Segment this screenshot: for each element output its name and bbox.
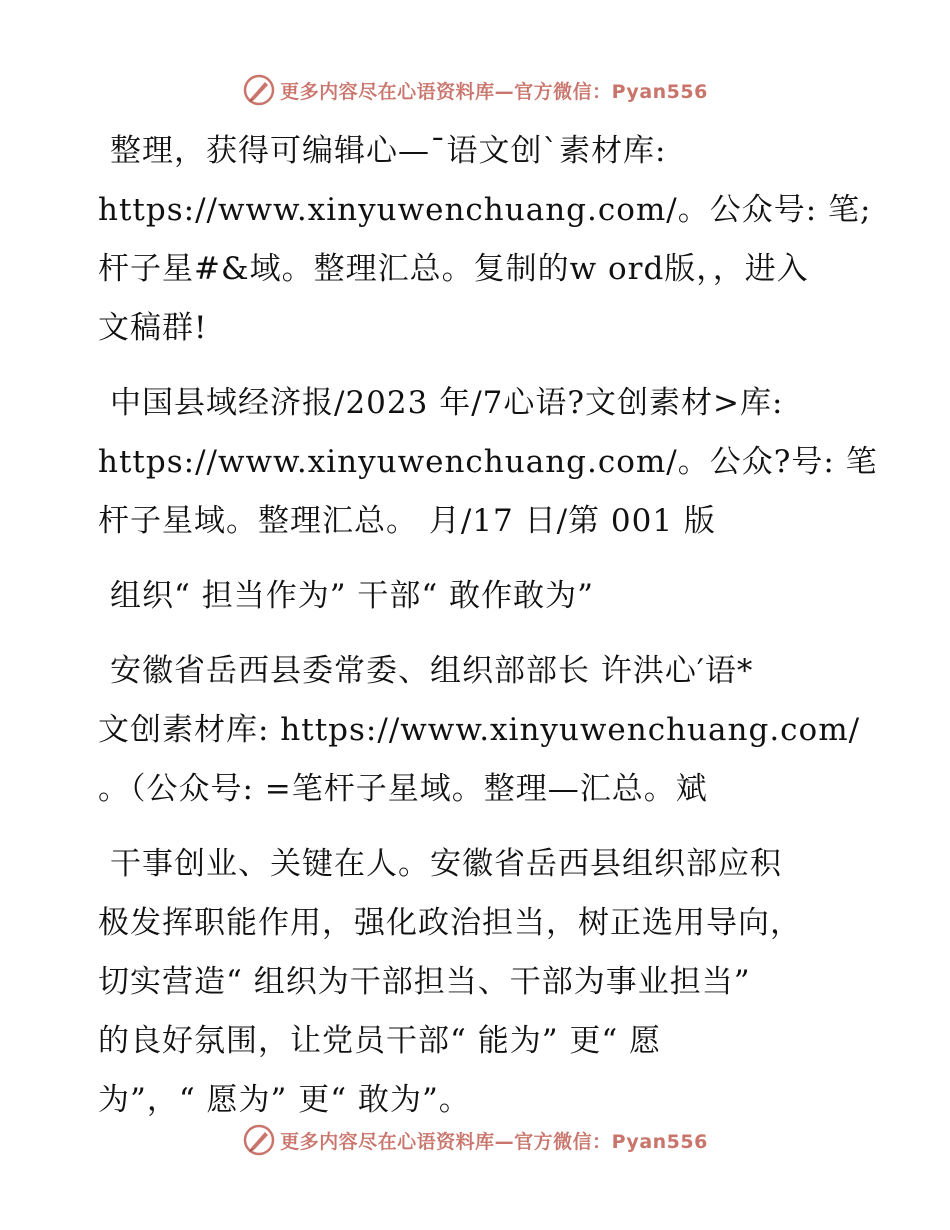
text-line: 杆子星#&域。整理汇总。复制的w ord版，，进入 xyxy=(98,251,809,287)
text-line: https://www.xinyuwenchuang.com/。公众?号: 笔 xyxy=(98,444,878,480)
text-line: 的良好氛围，让党员干部“ 能为” 更“ 愿 xyxy=(98,1023,662,1059)
watermark-text: 更多内容尽在心语资料库—官方微信：Pyan556 xyxy=(280,80,708,103)
text-line: 整理，获得可编辑心—¯语文创`素材库: xyxy=(110,133,667,169)
paragraph-body xyxy=(98,835,858,1130)
text-line: https://www.xinyuwenchuang.com/。公众号: 笔; xyxy=(98,192,872,228)
watermark-banner-bottom xyxy=(0,1120,950,1160)
text-line: 组织“ 担当作为” 干部“ 敢作敢为” xyxy=(110,578,594,614)
document-body xyxy=(98,122,878,1146)
text-line: 干事创业、关键在人。安徽省岳西县组织部应积 xyxy=(110,846,782,882)
quill-pen-icon xyxy=(242,1123,276,1157)
text-line: 切实营造“ 组织为干部担当、干部为事业担当” xyxy=(98,964,751,1000)
watermark-text: 更多内容尽在心语资料库—官方微信：Pyan556 xyxy=(280,1130,708,1153)
text-line: 。（公众号: =笔杆子星域。整理—汇总。斌 xyxy=(98,771,708,807)
text-line: 为”，“ 愿为” 更“ 敢为”。 xyxy=(98,1082,471,1118)
paragraph-intro xyxy=(98,122,872,358)
text-line: 极发挥职能作用，强化政治担当，树正选用导向， xyxy=(98,905,802,941)
paragraph-source xyxy=(98,374,878,551)
text-line: 中国县域经济报/2023 年/7心语?文创素材>库: xyxy=(110,385,784,421)
text-line: 杆子星域。整理汇总。 月/17 日/第 001 版 xyxy=(98,503,716,539)
quill-pen-icon xyxy=(242,73,276,107)
text-line: 文创素材库: https://www.xinyuwenchuang.com/ xyxy=(98,712,861,748)
watermark-banner-top xyxy=(0,70,950,110)
article-title xyxy=(98,567,858,626)
paragraph-author xyxy=(98,642,861,819)
text-line: 文稿群! xyxy=(98,310,208,346)
text-line: 安徽省岳西县委常委、组织部部长 许洪心′语* xyxy=(110,653,754,689)
